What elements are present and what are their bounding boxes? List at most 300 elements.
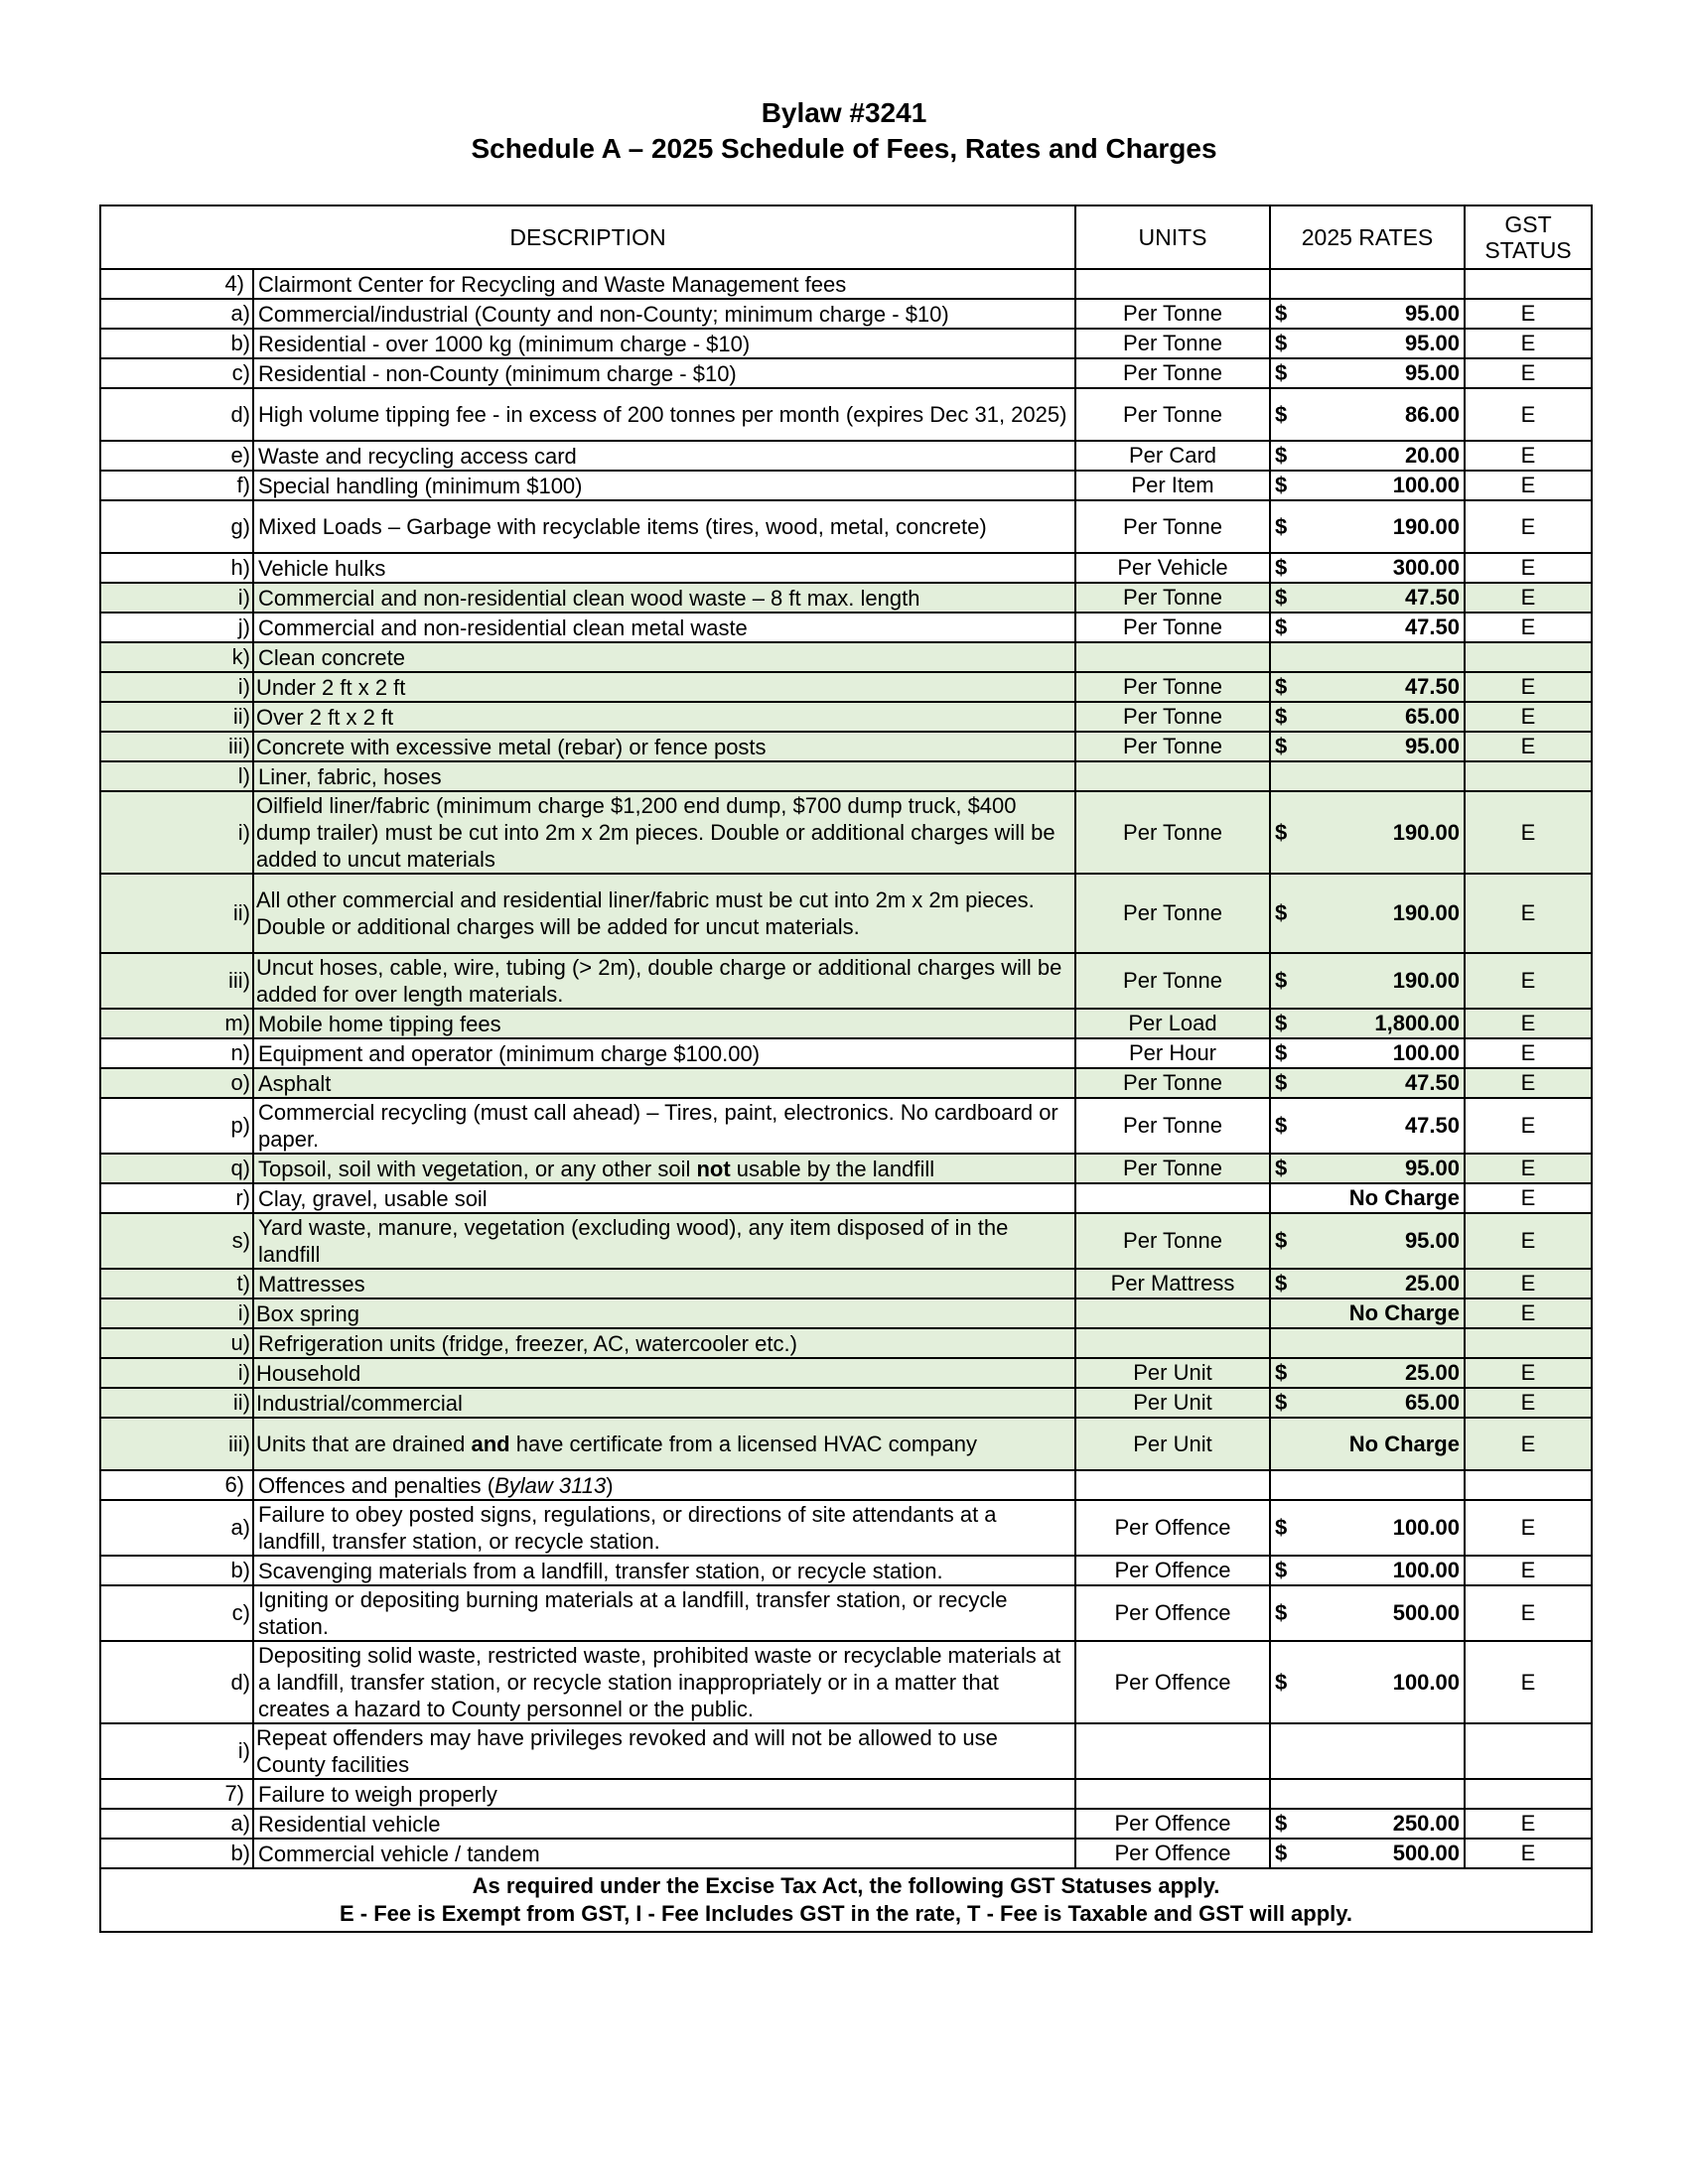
row-label: i) <box>100 791 253 874</box>
row-rate <box>1270 1358 1465 1388</box>
table-row <box>100 874 1592 953</box>
section-row <box>100 269 1592 299</box>
currency-symbol: $ <box>1275 704 1288 729</box>
table-row <box>100 471 1592 500</box>
row-rate <box>1270 269 1465 299</box>
currency-symbol: $ <box>1275 473 1288 497</box>
row-description: Box spring <box>253 1298 1075 1328</box>
row-gst-status: E <box>1465 1154 1592 1183</box>
currency-symbol: $ <box>1275 443 1288 468</box>
table-row <box>100 1154 1592 1183</box>
rate-amount: 47.50 <box>1404 1113 1460 1138</box>
rate-amount: 25.00 <box>1404 1271 1460 1296</box>
row-description: High volume tipping fee - in excess of 200 tonnes per month (expires Dec 31, 2025) <box>253 388 1075 441</box>
rate-amount: 190.00 <box>1392 819 1460 845</box>
table-row <box>100 1098 1592 1154</box>
document-title: Bylaw #3241 <box>761 97 927 128</box>
row-gst-status <box>1465 1328 1592 1358</box>
currency-symbol: $ <box>1275 1669 1288 1695</box>
row-gst-status: E <box>1465 471 1592 500</box>
row-label: a) <box>100 1500 253 1556</box>
section-row <box>100 1470 1592 1500</box>
row-rate <box>1270 791 1465 874</box>
row-description: Commercial vehicle / tandem <box>253 1839 1075 1868</box>
row-gst-status: E <box>1465 1500 1592 1556</box>
row-label: i) <box>100 1358 253 1388</box>
row-rate <box>1270 358 1465 388</box>
description-text: Topsoil, soil with vegetation, or any other soil <box>258 1156 697 1181</box>
rate-amount: 190.00 <box>1392 968 1460 993</box>
row-rate <box>1270 1388 1465 1418</box>
row-description: Igniting or depositing burning materials at a landfill, transfer station, or recycle station. <box>253 1585 1075 1641</box>
row-rate <box>1270 1269 1465 1298</box>
row-units: Per Unit <box>1075 1388 1270 1418</box>
row-rate <box>1270 1500 1465 1556</box>
table-row <box>100 1298 1592 1328</box>
row-label: iii) <box>100 953 253 1009</box>
row-units: Per Tonne <box>1075 702 1270 732</box>
gst-note <box>100 1868 1592 1932</box>
row-units <box>1075 1328 1270 1358</box>
row-gst-status: E <box>1465 1358 1592 1388</box>
gst-note-line2: E - Fee is Exempt from GST, I - Fee Includes GST in the rate, T - Fee is Taxable and GST will apply. <box>340 1901 1352 1926</box>
row-units: Per Tonne <box>1075 874 1270 953</box>
row-gst-status: E <box>1465 1556 1592 1585</box>
row-units: Per Offence <box>1075 1585 1270 1641</box>
table-row <box>100 329 1592 358</box>
row-label: b) <box>100 1839 253 1868</box>
row-label: q) <box>100 1154 253 1183</box>
row-label: k) <box>100 642 253 672</box>
header-gst: GST STATUS <box>1465 205 1592 269</box>
row-gst-status: E <box>1465 613 1592 642</box>
row-gst-status: E <box>1465 583 1592 613</box>
table-row <box>100 1585 1592 1641</box>
currency-symbol: $ <box>1275 1070 1288 1095</box>
row-label: a) <box>100 1809 253 1839</box>
table-row <box>100 1358 1592 1388</box>
row-units: Per Tonne <box>1075 1213 1270 1269</box>
table-row <box>100 388 1592 441</box>
table-row <box>100 702 1592 732</box>
rate-amount: 100.00 <box>1392 473 1460 497</box>
row-gst-status: E <box>1465 329 1592 358</box>
row-units: Per Tonne <box>1075 613 1270 642</box>
row-rate <box>1270 1154 1465 1183</box>
rate-amount: 47.50 <box>1404 674 1460 699</box>
row-gst-status: E <box>1465 1009 1592 1038</box>
table-row <box>100 613 1592 642</box>
row-gst-status: E <box>1465 441 1592 471</box>
row-units: Per Item <box>1075 471 1270 500</box>
row-gst-status: E <box>1465 1388 1592 1418</box>
rate-amount: 95.00 <box>1404 360 1460 385</box>
row-label: i) <box>100 583 253 613</box>
description-text: ) <box>606 1472 614 1498</box>
currency-symbol: $ <box>1275 1811 1288 1836</box>
fees-body <box>100 269 1592 1868</box>
row-label: d) <box>100 388 253 441</box>
row-description: Residential - over 1000 kg (minimum charge - $10) <box>253 329 1075 358</box>
table-row <box>100 642 1592 672</box>
table-row <box>100 1269 1592 1298</box>
table-row <box>100 1213 1592 1269</box>
row-units: Per Tonne <box>1075 329 1270 358</box>
rate-amount: 86.00 <box>1404 401 1460 427</box>
row-gst-status: E <box>1465 1585 1592 1641</box>
no-charge-label: No Charge <box>1348 1431 1460 1456</box>
currency-symbol: $ <box>1275 1011 1288 1035</box>
rate-amount: 95.00 <box>1404 301 1460 326</box>
row-label: t) <box>100 1269 253 1298</box>
row-gst-status: E <box>1465 1418 1592 1470</box>
currency-symbol: $ <box>1275 819 1288 845</box>
row-description: Vehicle hulks <box>253 553 1075 583</box>
row-description: Mattresses <box>253 1269 1075 1298</box>
row-rate <box>1270 1328 1465 1358</box>
gst-note-line1: As required under the Excise Tax Act, the following GST Statuses apply. <box>472 1873 1220 1898</box>
row-description: Clay, gravel, usable soil <box>253 1183 1075 1213</box>
table-row <box>100 1723 1592 1779</box>
description-italic: Bylaw 3113 <box>494 1472 607 1498</box>
currency-symbol: $ <box>1275 1841 1288 1865</box>
row-description: Depositing solid waste, restricted waste, prohibited waste or recyclable materials at a landfill, transfer station, or recycle station inappropriately or in a matter that creates a hazard to County personnel or the public. <box>253 1641 1075 1723</box>
row-rate <box>1270 642 1465 672</box>
row-description: Concrete with excessive metal (rebar) or fence posts <box>253 732 1075 761</box>
row-rate <box>1270 1009 1465 1038</box>
row-description: Failure to obey posted signs, regulations, or directions of site attendants at a landfill, transfer station, or recycle station. <box>253 1500 1075 1556</box>
currency-symbol: $ <box>1275 401 1288 427</box>
row-rate <box>1270 761 1465 791</box>
currency-symbol: $ <box>1275 614 1288 639</box>
row-label: b) <box>100 329 253 358</box>
table-row <box>100 500 1592 553</box>
currency-symbol: $ <box>1275 301 1288 326</box>
currency-symbol: $ <box>1275 1390 1288 1415</box>
description-bold: and <box>471 1432 510 1456</box>
currency-symbol: $ <box>1275 360 1288 385</box>
currency-symbol: $ <box>1275 900 1288 925</box>
currency-symbol: $ <box>1275 331 1288 355</box>
row-rate <box>1270 1068 1465 1098</box>
row-label: ii) <box>100 702 253 732</box>
row-units <box>1075 761 1270 791</box>
row-units: Per Offence <box>1075 1500 1270 1556</box>
row-description: Equipment and operator (minimum charge $100.00) <box>253 1038 1075 1068</box>
table-row <box>100 1839 1592 1868</box>
currency-symbol: $ <box>1275 585 1288 610</box>
row-description: Uncut hoses, cable, wire, tubing (> 2m), double charge or additional charges will be added for over length materials. <box>253 953 1075 1009</box>
row-gst-status: E <box>1465 1038 1592 1068</box>
row-gst-status <box>1465 642 1592 672</box>
row-rate <box>1270 500 1465 553</box>
currency-symbol: $ <box>1275 1558 1288 1582</box>
description-text: usable by the landfill <box>730 1156 935 1181</box>
rate-amount: 100.00 <box>1392 1669 1460 1695</box>
currency-symbol: $ <box>1275 674 1288 699</box>
row-description: Mobile home tipping fees <box>253 1009 1075 1038</box>
row-label: l) <box>100 761 253 791</box>
row-gst-status: E <box>1465 1183 1592 1213</box>
rate-amount: 25.00 <box>1404 1360 1460 1385</box>
table-row <box>100 1009 1592 1038</box>
rate-amount: 250.00 <box>1392 1811 1460 1836</box>
table-row <box>100 791 1592 874</box>
row-gst-status: E <box>1465 1809 1592 1839</box>
rate-amount: 47.50 <box>1404 614 1460 639</box>
rate-amount: 100.00 <box>1392 1040 1460 1065</box>
table-row <box>100 1641 1592 1723</box>
row-gst-status: E <box>1465 1098 1592 1154</box>
row-gst-status: E <box>1465 702 1592 732</box>
description-text: Units that are drained <box>256 1432 472 1456</box>
table-row <box>100 1183 1592 1213</box>
row-units: Per Vehicle <box>1075 553 1270 583</box>
row-label: a) <box>100 299 253 329</box>
description-text: Offences and penalties ( <box>258 1472 495 1498</box>
currency-symbol: $ <box>1275 1113 1288 1138</box>
row-gst-status: E <box>1465 874 1592 953</box>
document-title-block <box>0 95 1688 167</box>
row-label: 4) <box>100 269 253 299</box>
row-units: Per Tonne <box>1075 953 1270 1009</box>
row-description: Residential vehicle <box>253 1809 1075 1839</box>
row-rate <box>1270 1809 1465 1839</box>
table-row <box>100 299 1592 329</box>
row-description <box>253 1418 1075 1470</box>
row-label: o) <box>100 1068 253 1098</box>
row-description: Refrigeration units (fridge, freezer, AC, watercooler etc.) <box>253 1328 1075 1358</box>
row-description: Over 2 ft x 2 ft <box>253 702 1075 732</box>
currency-symbol: $ <box>1275 1271 1288 1296</box>
row-label: j) <box>100 613 253 642</box>
row-gst-status: E <box>1465 500 1592 553</box>
row-rate <box>1270 672 1465 702</box>
row-description: Yard waste, manure, vegetation (excluding wood), any item disposed of in the landfill <box>253 1213 1075 1269</box>
rate-amount: 47.50 <box>1404 1070 1460 1095</box>
row-gst-status: E <box>1465 1298 1592 1328</box>
rate-amount: 95.00 <box>1404 331 1460 355</box>
row-rate <box>1270 1183 1465 1213</box>
row-units: Per Load <box>1075 1009 1270 1038</box>
currency-symbol: $ <box>1275 1228 1288 1253</box>
row-description: Liner, fabric, hoses <box>253 761 1075 791</box>
rate-amount: 65.00 <box>1404 704 1460 729</box>
row-description: Commercial and non-residential clean metal waste <box>253 613 1075 642</box>
row-units: Per Unit <box>1075 1358 1270 1388</box>
row-gst-status <box>1465 761 1592 791</box>
row-units: Per Tonne <box>1075 388 1270 441</box>
row-gst-status: E <box>1465 1641 1592 1723</box>
row-units: Per Tonne <box>1075 299 1270 329</box>
header-description: DESCRIPTION <box>100 205 1075 269</box>
row-gst-status: E <box>1465 1839 1592 1868</box>
row-gst-status: E <box>1465 953 1592 1009</box>
row-description: Industrial/commercial <box>253 1388 1075 1418</box>
row-label: i) <box>100 1298 253 1328</box>
table-row <box>100 1556 1592 1585</box>
section-row <box>100 1779 1592 1809</box>
table-row <box>100 1038 1592 1068</box>
row-label: h) <box>100 553 253 583</box>
row-rate <box>1270 1723 1465 1779</box>
row-units: Per Tonne <box>1075 358 1270 388</box>
row-rate <box>1270 329 1465 358</box>
row-description: Scavenging materials from a landfill, transfer station, or recycle station. <box>253 1556 1075 1585</box>
row-description: Waste and recycling access card <box>253 441 1075 471</box>
row-label: n) <box>100 1038 253 1068</box>
footer-row <box>100 1868 1592 1932</box>
currency-symbol: $ <box>1275 1360 1288 1385</box>
table-row <box>100 1418 1592 1470</box>
row-units: Per Offence <box>1075 1556 1270 1585</box>
row-units: Per Offence <box>1075 1641 1270 1723</box>
row-description: Repeat offenders may have privileges revoked and will not be allowed to use County facilities <box>253 1723 1075 1779</box>
row-units: Per Tonne <box>1075 1098 1270 1154</box>
row-rate <box>1270 1298 1465 1328</box>
row-rate <box>1270 702 1465 732</box>
row-gst-status <box>1465 1470 1592 1500</box>
row-label: u) <box>100 1328 253 1358</box>
table-row <box>100 358 1592 388</box>
row-gst-status: E <box>1465 1213 1592 1269</box>
rate-amount: 300.00 <box>1392 555 1460 580</box>
row-rate <box>1270 1098 1465 1154</box>
currency-symbol: $ <box>1275 734 1288 758</box>
row-rate <box>1270 1418 1465 1470</box>
row-rate <box>1270 953 1465 1009</box>
rate-amount: 190.00 <box>1392 900 1460 925</box>
table-row <box>100 553 1592 583</box>
row-units: Per Card <box>1075 441 1270 471</box>
row-gst-status <box>1465 1723 1592 1779</box>
no-charge-label: No Charge <box>1348 1185 1460 1210</box>
row-label: c) <box>100 358 253 388</box>
row-label: b) <box>100 1556 253 1585</box>
rate-amount: 100.00 <box>1392 1558 1460 1582</box>
row-label: 7) <box>100 1779 253 1809</box>
row-units: Per Unit <box>1075 1418 1270 1470</box>
table-row <box>100 1809 1592 1839</box>
rate-amount: 95.00 <box>1404 734 1460 758</box>
row-gst-status: E <box>1465 791 1592 874</box>
row-label: m) <box>100 1009 253 1038</box>
currency-symbol: $ <box>1275 1515 1288 1540</box>
row-label: e) <box>100 441 253 471</box>
row-label: i) <box>100 672 253 702</box>
row-description: All other commercial and residential liner/fabric must be cut into 2m x 2m pieces. Double or additional charges will be added for uncut materials. <box>253 874 1075 953</box>
document-subtitle: Schedule A – 2025 Schedule of Fees, Rates and Charges <box>471 133 1217 164</box>
row-rate <box>1270 1779 1465 1809</box>
row-gst-status: E <box>1465 1068 1592 1098</box>
row-units: Per Tonne <box>1075 1068 1270 1098</box>
row-description: Commercial and non-residential clean wood waste – 8 ft max. length <box>253 583 1075 613</box>
row-rate <box>1270 613 1465 642</box>
table-row <box>100 583 1592 613</box>
row-gst-status: E <box>1465 1269 1592 1298</box>
row-rate <box>1270 732 1465 761</box>
row-units: Per Tonne <box>1075 672 1270 702</box>
table-row <box>100 1500 1592 1556</box>
row-description: Failure to weigh properly <box>253 1779 1075 1809</box>
description-text: have certificate from a licensed HVAC company <box>509 1432 977 1456</box>
table-row <box>100 1328 1592 1358</box>
currency-symbol: $ <box>1275 1156 1288 1180</box>
table-row <box>100 953 1592 1009</box>
row-units <box>1075 1183 1270 1213</box>
row-description: Asphalt <box>253 1068 1075 1098</box>
row-rate <box>1270 388 1465 441</box>
row-units <box>1075 642 1270 672</box>
row-rate <box>1270 1213 1465 1269</box>
row-units: Per Tonne <box>1075 1154 1270 1183</box>
rate-amount: 100.00 <box>1392 1515 1460 1540</box>
row-label: r) <box>100 1183 253 1213</box>
row-units <box>1075 1470 1270 1500</box>
rate-amount: 190.00 <box>1392 513 1460 539</box>
currency-symbol: $ <box>1275 513 1288 539</box>
row-description: Special handling (minimum $100) <box>253 471 1075 500</box>
row-label: p) <box>100 1098 253 1154</box>
table-header-row <box>100 205 1592 269</box>
row-gst-status: E <box>1465 732 1592 761</box>
row-label: s) <box>100 1213 253 1269</box>
row-units: Per Offence <box>1075 1809 1270 1839</box>
row-label: d) <box>100 1641 253 1723</box>
row-label: i) <box>100 1723 253 1779</box>
row-description <box>253 1470 1075 1500</box>
row-rate <box>1270 1556 1465 1585</box>
row-units <box>1075 1779 1270 1809</box>
row-units: Per Mattress <box>1075 1269 1270 1298</box>
row-description: Residential - non-County (minimum charge - $10) <box>253 358 1075 388</box>
currency-symbol: $ <box>1275 555 1288 580</box>
row-gst-status <box>1465 1779 1592 1809</box>
rate-amount: 1,800.00 <box>1374 1011 1460 1035</box>
description-bold: not <box>696 1156 731 1181</box>
row-units: Per Hour <box>1075 1038 1270 1068</box>
row-rate <box>1270 1038 1465 1068</box>
row-description: Oilfield liner/fabric (minimum charge $1,200 end dump, $700 dump truck, $400 dump trailer) must be cut into 2m x 2m pieces. Double or additional charges will be added to uncut materials <box>253 791 1075 874</box>
row-label: g) <box>100 500 253 553</box>
row-description: Clean concrete <box>253 642 1075 672</box>
currency-symbol: $ <box>1275 1040 1288 1065</box>
rate-amount: 65.00 <box>1404 1390 1460 1415</box>
fees-table <box>99 205 1593 1933</box>
table-row <box>100 441 1592 471</box>
row-rate <box>1270 1585 1465 1641</box>
row-description: Under 2 ft x 2 ft <box>253 672 1075 702</box>
rate-amount: 95.00 <box>1404 1228 1460 1253</box>
row-units: Per Tonne <box>1075 500 1270 553</box>
row-rate <box>1270 441 1465 471</box>
rate-amount: 95.00 <box>1404 1156 1460 1180</box>
row-units: Per Tonne <box>1075 791 1270 874</box>
row-label: ii) <box>100 874 253 953</box>
row-rate <box>1270 1839 1465 1868</box>
row-rate <box>1270 471 1465 500</box>
row-units <box>1075 1298 1270 1328</box>
table-row <box>100 672 1592 702</box>
row-gst-status <box>1465 269 1592 299</box>
header-units: UNITS <box>1075 205 1270 269</box>
table-row <box>100 1388 1592 1418</box>
table-row <box>100 732 1592 761</box>
row-rate <box>1270 299 1465 329</box>
currency-symbol: $ <box>1275 1600 1288 1625</box>
row-units: Per Tonne <box>1075 732 1270 761</box>
row-description <box>253 1154 1075 1183</box>
